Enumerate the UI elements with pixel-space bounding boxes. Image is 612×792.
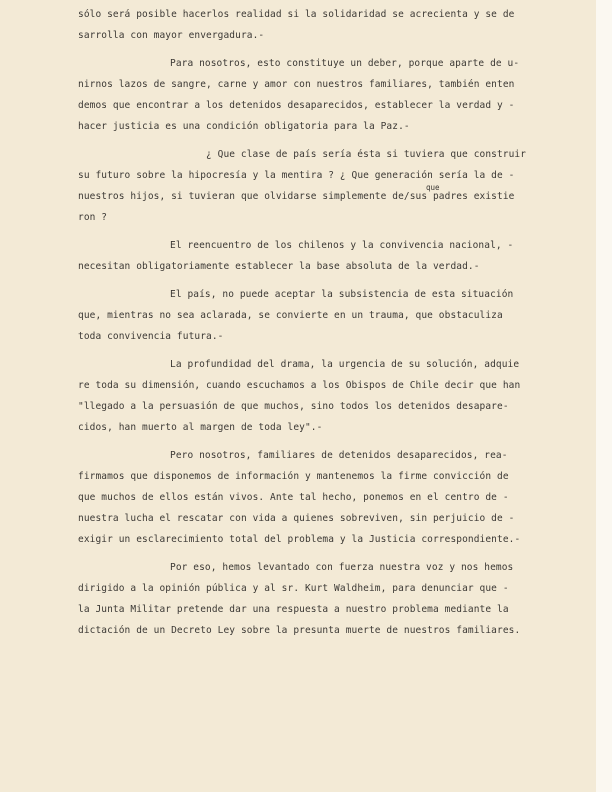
paragraph — [78, 235, 538, 277]
paragraph — [78, 53, 538, 137]
text-line: La profundidad del drama, la urgencia de su solución, adquie — [170, 359, 520, 370]
text-line: Pero nosotros, familiares de detenidos desaparecidos, rea- — [170, 450, 508, 461]
text-line: hacer justicia es una condición obligatoria para la Paz.- — [78, 121, 410, 132]
text-line: sólo será posible hacerlos realidad si la solidaridad se acrecienta y se de — [78, 9, 515, 20]
text-line: necesitan obligatoriamente establecer la base absoluta de la verdad.- — [78, 261, 480, 272]
text-line: firmamos que disponemos de información y mantenemos la firme convicción de — [78, 471, 509, 482]
text-line: Para nosotros, esto constituye un deber, porque aparte de u- — [170, 58, 520, 69]
text-line: nirnos lazos de sangre, carne y amor con nuestros familiares, también enten — [78, 79, 515, 90]
text-line: re toda su dimensión, cuando escuchamos a los Obispos de Chile decir que han — [78, 380, 521, 391]
text-line: cidos, han muerto al margen de toda ley".- — [78, 422, 323, 433]
text-line: ¿ Que clase de país sería ésta si tuviera que construir — [206, 149, 527, 160]
text-line: demos que encontrar a los detenidos desaparecidos, establecer la verdad y - — [78, 100, 515, 111]
paragraph — [78, 4, 538, 46]
text-line: toda convivencia futura.- — [78, 331, 224, 342]
interlinear-insertion: que — [426, 183, 440, 192]
text-line: El reencuentro de los chilenos y la convivencia nacional, - — [170, 240, 514, 251]
scan-margin — [596, 0, 612, 792]
text-line: que, mientras no sea aclarada, se convierte en un trauma, que obstaculiza — [78, 310, 503, 321]
paragraph — [78, 144, 538, 228]
text-line: ron ? — [78, 212, 108, 223]
text-line: la Junta Militar pretende dar una respuesta a nuestro problema mediante la — [78, 604, 509, 615]
text-line: dictación de un Decreto Ley sobre la presunta muerte de nuestros familiares. — [78, 625, 521, 636]
text-line: su futuro sobre la hipocresía y la mentira ? ¿ Que generación sería la de - — [78, 170, 515, 181]
text-line: exigir un esclarecimiento total del problema y la Justicia correspondiente.- — [78, 534, 521, 545]
paragraph — [78, 557, 538, 641]
text-line: nuestros hijos, si tuvieran que olvidarse simplemente de/sus padres existie — [78, 191, 515, 202]
document-body — [78, 4, 538, 641]
paragraph — [78, 354, 538, 438]
text-line: que muchos de ellos están vivos. Ante tal hecho, ponemos en el centro de - — [78, 492, 509, 503]
text-line: sarrolla con mayor envergadura.- — [78, 30, 265, 41]
paragraph — [78, 445, 538, 550]
text-line: "llegado a la persuasión de que muchos, sino todos los detenidos desapare- — [78, 401, 509, 412]
text-line: El país, no puede aceptar la subsistencia de esta situación — [170, 289, 514, 300]
paragraph — [78, 284, 538, 347]
text-line: dirigido a la opinión pública y al sr. Kurt Waldheim, para denunciar que - — [78, 583, 509, 594]
text-line: nuestra lucha el rescatar con vida a quienes sobreviven, sin perjuicio de - — [78, 513, 515, 524]
text-line: Por eso, hemos levantado con fuerza nuestra voz y nos hemos — [170, 562, 514, 573]
